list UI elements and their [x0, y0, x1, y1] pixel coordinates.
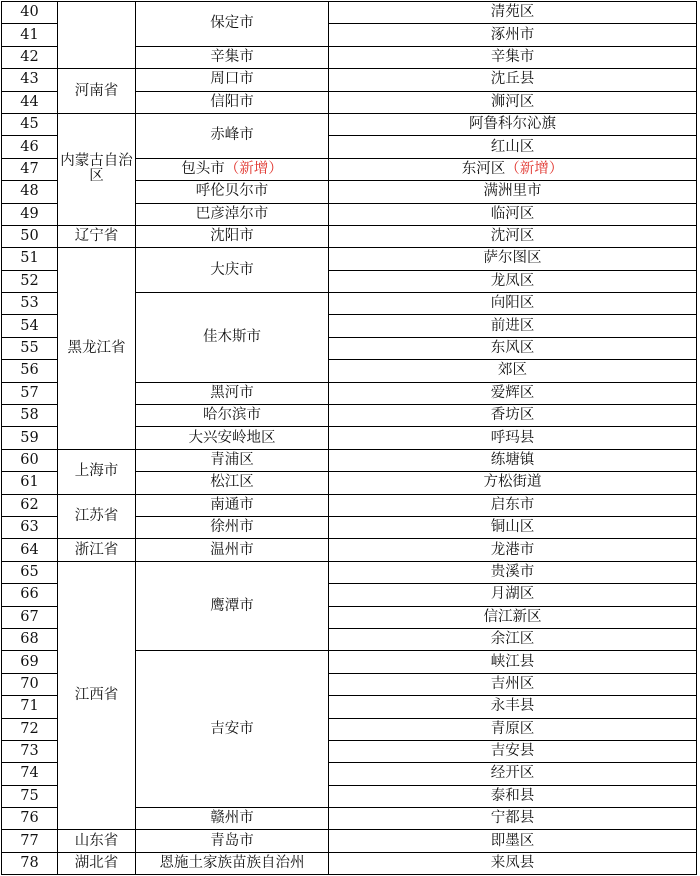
district-cell: [329, 2, 697, 24]
district-name: 即墨区: [490, 832, 535, 849]
district-cell: [329, 225, 697, 247]
city-name: 大庆市: [210, 261, 254, 278]
district-name: 贵溪市: [490, 563, 535, 580]
table-row: [2, 561, 697, 583]
district-name: 向阳区: [490, 295, 535, 312]
district-cell: [329, 136, 697, 158]
row-number: 74: [2, 763, 58, 785]
province-cell: 浙江省: [58, 539, 136, 561]
city-name: 徐州市: [210, 519, 254, 536]
district-name: 东河区: [461, 160, 506, 177]
row-number: 53: [2, 293, 58, 315]
district-cell: [329, 113, 697, 135]
city-cell: [136, 427, 329, 449]
city-cell: [136, 405, 329, 427]
city-cell: [136, 472, 329, 494]
district-cell: [329, 628, 697, 650]
city-cell: [136, 293, 329, 383]
row-number: 50: [2, 225, 58, 247]
district-cell: [329, 808, 697, 830]
district-name: 方松街道: [483, 474, 542, 491]
city-cell: [136, 382, 329, 404]
district-cell: [329, 427, 697, 449]
district-name: 沈河区: [490, 228, 535, 245]
row-number: 66: [2, 584, 58, 606]
district-name: 郊区: [498, 362, 527, 379]
city-cell: [136, 181, 329, 203]
district-name: 龙港市: [490, 541, 535, 558]
row-number: 48: [2, 181, 58, 203]
district-name: 爱辉区: [490, 384, 535, 401]
district-cell: [329, 315, 697, 337]
row-number: 55: [2, 337, 58, 359]
table-row: [2, 248, 697, 270]
row-number: 49: [2, 203, 58, 225]
district-name: 永丰县: [490, 698, 535, 715]
district-cell: [329, 516, 697, 538]
city-cell: [136, 539, 329, 561]
city-name: 佳木斯市: [203, 328, 261, 345]
city-cell: [136, 158, 329, 180]
table-row: [2, 225, 697, 247]
row-number: 42: [2, 46, 58, 68]
province-cell: 湖北省: [58, 852, 136, 874]
city-cell: [136, 494, 329, 516]
city-name: 包头市: [181, 160, 225, 177]
city-cell: [136, 113, 329, 158]
district-name: 辛集市: [490, 48, 535, 65]
district-cell: [329, 24, 697, 46]
city-cell: [136, 808, 329, 830]
district-name: 红山区: [490, 138, 535, 155]
row-number: 73: [2, 740, 58, 762]
district-name: 前进区: [490, 317, 535, 334]
row-number: 58: [2, 405, 58, 427]
province-cell: 辽宁省: [58, 225, 136, 247]
city-cell: [136, 46, 329, 68]
district-name: 信江新区: [483, 608, 542, 625]
district-name: 青原区: [490, 720, 535, 737]
district-cell: [329, 763, 697, 785]
district-name: 来凤县: [490, 855, 535, 872]
district-name: 满洲里市: [483, 183, 542, 200]
district-name: 龙凤区: [490, 272, 535, 289]
city-name: 黑河市: [210, 384, 254, 401]
city-name: 松江区: [210, 474, 254, 491]
city-cell: [136, 69, 329, 91]
district-cell: [329, 360, 697, 382]
district-name: 峡江县: [490, 653, 535, 670]
city-name: 哈尔滨市: [203, 407, 261, 424]
city-name: 辛集市: [210, 48, 254, 65]
district-name: 呼玛县: [490, 429, 535, 446]
province-cell: 江西省: [58, 561, 136, 830]
district-name: 余江区: [490, 631, 535, 648]
district-cell: [329, 270, 697, 292]
city-name: 呼伦贝尔市: [195, 183, 269, 200]
district-name: 涿州市: [490, 26, 535, 43]
city-name: 青浦区: [210, 452, 254, 468]
district-name: 东风区: [490, 340, 535, 357]
district-cell: [329, 494, 697, 516]
city-cell: [136, 248, 329, 293]
row-number: 56: [2, 360, 58, 382]
row-number: 40: [2, 2, 58, 24]
row-number: 59: [2, 427, 58, 449]
district-cell: [329, 91, 697, 113]
row-number: 72: [2, 718, 58, 740]
district-cell: [329, 158, 697, 180]
district-name: 宁都县: [490, 810, 535, 827]
district-name: 萨尔图区: [483, 250, 542, 267]
province-cell: 江苏省: [58, 494, 136, 539]
district-cell: [329, 696, 697, 718]
row-number: 70: [2, 673, 58, 695]
district-name: 练塘镇: [490, 452, 535, 468]
city-cell: [136, 852, 329, 874]
district-cell: [329, 69, 697, 91]
row-number: 54: [2, 315, 58, 337]
district-cell: [329, 651, 697, 673]
district-cell: [329, 203, 697, 225]
table-row: [2, 852, 697, 874]
city-cell: [136, 651, 329, 808]
district-cell: [329, 405, 697, 427]
province-cell: [58, 2, 136, 69]
row-number: 75: [2, 785, 58, 807]
region-table: [1, 1, 697, 875]
district-cell: [329, 449, 697, 471]
district-name: 启东市: [490, 496, 535, 513]
city-cell: [136, 561, 329, 651]
district-cell: [329, 606, 697, 628]
table-row: [2, 830, 697, 852]
row-number: 60: [2, 449, 58, 471]
row-number: 52: [2, 270, 58, 292]
province-cell: 河南省: [58, 69, 136, 114]
district-name: 吉安县: [490, 743, 535, 760]
row-number: 51: [2, 248, 58, 270]
city-cell: [136, 516, 329, 538]
province-cell: 内蒙古自治区: [58, 113, 136, 225]
row-number: 77: [2, 830, 58, 852]
row-number: 45: [2, 113, 58, 135]
row-number: 65: [2, 561, 58, 583]
city-name: 信阳市: [210, 93, 254, 110]
row-number: 71: [2, 696, 58, 718]
table-row: [2, 539, 697, 561]
district-cell: [329, 830, 697, 852]
district-name: 经开区: [490, 765, 535, 782]
district-cell: [329, 181, 697, 203]
district-name: 浉河区: [490, 93, 535, 110]
district-cell: [329, 382, 697, 404]
row-number: 78: [2, 852, 58, 874]
city-name: 沈阳市: [210, 228, 254, 245]
city-name: 赣州市: [210, 810, 254, 827]
district-cell: [329, 248, 697, 270]
district-cell: [329, 293, 697, 315]
province-cell: 山东省: [58, 830, 136, 852]
district-name: 铜山区: [490, 519, 535, 536]
city-name: 温州市: [210, 541, 254, 558]
province-cell: 黑龙江省: [58, 248, 136, 450]
district-cell: [329, 46, 697, 68]
district-cell: [329, 337, 697, 359]
district-name: 香坊区: [490, 407, 535, 424]
district-name: 清苑区: [490, 4, 535, 21]
district-name: 泰和县: [490, 787, 535, 804]
new-tag: （新增）: [505, 160, 564, 177]
city-name: 南通市: [210, 496, 254, 513]
row-number: 69: [2, 651, 58, 673]
table-row: [2, 449, 697, 471]
district-cell: [329, 785, 697, 807]
row-number: 43: [2, 69, 58, 91]
province-cell: 上海市: [58, 449, 136, 494]
district-cell: [329, 472, 697, 494]
city-name: 周口市: [210, 71, 254, 88]
city-name: 青岛市: [210, 832, 254, 849]
city-name: 吉安市: [210, 720, 254, 737]
city-name: 大兴安岭地区: [188, 429, 276, 446]
table-row: [2, 69, 697, 91]
district-cell: [329, 584, 697, 606]
city-cell: [136, 449, 329, 471]
district-cell: [329, 539, 697, 561]
row-number: 62: [2, 494, 58, 516]
city-name: 赤峰市: [210, 127, 254, 144]
city-cell: [136, 225, 329, 247]
district-cell: [329, 852, 697, 874]
district-cell: [329, 561, 697, 583]
row-number: 61: [2, 472, 58, 494]
row-number: 47: [2, 158, 58, 180]
new-tag: （新增）: [224, 160, 283, 177]
row-number: 41: [2, 24, 58, 46]
row-number: 57: [2, 382, 58, 404]
table-body: [2, 2, 697, 875]
city-name: 保定市: [210, 15, 254, 32]
city-cell: [136, 203, 329, 225]
row-number: 46: [2, 136, 58, 158]
city-name: 巴彦淖尔市: [195, 205, 269, 222]
city-name: 恩施土家族苗族自治州: [159, 855, 305, 872]
row-number: 63: [2, 516, 58, 538]
district-name: 临河区: [490, 205, 535, 222]
row-number: 67: [2, 606, 58, 628]
district-cell: [329, 673, 697, 695]
table-row: [2, 494, 697, 516]
city-cell: [136, 830, 329, 852]
row-number: 76: [2, 808, 58, 830]
table-row: [2, 2, 697, 24]
table-row: [2, 113, 697, 135]
row-number: 44: [2, 91, 58, 113]
row-number: 68: [2, 628, 58, 650]
district-name: 阿鲁科尔沁旗: [469, 116, 556, 133]
district-name: 月湖区: [490, 586, 535, 603]
district-name: 沈丘县: [490, 71, 535, 88]
district-cell: [329, 740, 697, 762]
city-name: 鹰潭市: [210, 597, 254, 614]
district-name: 吉州区: [490, 675, 535, 692]
city-cell: [136, 91, 329, 113]
city-cell: [136, 2, 329, 47]
row-number: 64: [2, 539, 58, 561]
district-cell: [329, 718, 697, 740]
